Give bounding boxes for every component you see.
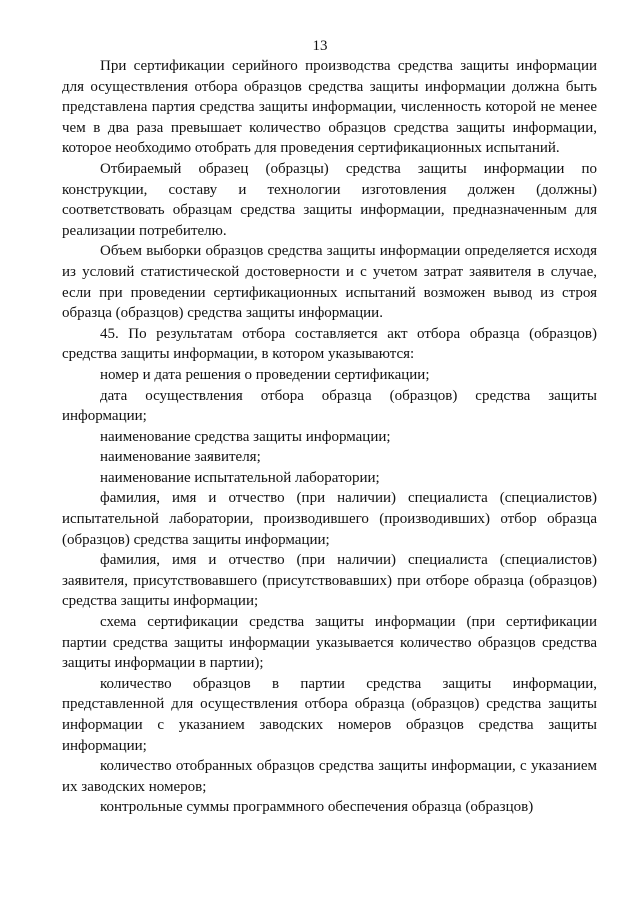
paragraph-serial-production: При сертификации серийного производства средства защиты информации для осуществления отбора образцов средства защиты информации должна быть представлена партия средства защиты информации, численность которой не менее чем в два раза превышает количество образцов средства защиты информации, которое необходимо отобрать для проведения сертификационных испытаний. — [62, 58, 597, 157]
paragraph-sample-volume: Объем выборки образцов средства защиты информации определяется исходя из условий статистической достоверности и с учетом затрат заявителя в случае, если при проведении сертификационных испытаний возможен вывод из строя образца (образцов) средства защиты информации. — [62, 243, 597, 322]
list-item: количество отобранных образцов средства защиты информации, с указанием их заводских номеров; — [62, 758, 597, 795]
paragraph-item-45: 45. По результатам отбора составляется акт отбора образца (образцов) средства защиты информации, в котором указываются: — [62, 325, 597, 363]
list-item: контрольные суммы программного обеспечения образца (образцов) — [100, 799, 534, 816]
list-item: фамилия, имя и отчество (при наличии) специалиста (специалистов) испытательной лаборатории, производившего (производивших) отбор образца (образцов) средства защиты информации; — [62, 490, 597, 548]
list-item: дата осуществления отбора образца (образцов) средства защиты информации; — [62, 387, 597, 425]
list-item: номер и дата решения о проведении сертификации; — [100, 366, 430, 383]
list-item: схема сертификации средства защиты информации (при сертификации партии средства защиты информации указывается количество образцов средства защиты информации в партии); — [62, 614, 597, 672]
page-number: 13 — [312, 38, 328, 54]
list-item: наименование заявителя; — [100, 449, 261, 466]
document-body — [62, 56, 597, 818]
list-item: наименование испытательной лаборатории; — [100, 469, 380, 486]
paragraph-sample-conformity: Отбираемый образец (образцы) средства защиты информации по конструкции, составу и технологии изготовления должен (должны) соответствовать образцам средства защиты информации, предназначенным для реализации потребителю. — [62, 160, 597, 239]
list-item: фамилия, имя и отчество (при наличии) специалиста (специалистов) заявителя, присутствовавшего (присутствовавших) при отборе образца (образцов) средства защиты информации; — [62, 552, 597, 610]
list-item: наименование средства защиты информации; — [100, 428, 391, 445]
list-item: количество образцов в партии средства защиты информации, представленной для осуществления отбора образца (образцов) средства защиты информации с указанием заводских номеров образцов средства защиты информации; — [62, 675, 597, 754]
